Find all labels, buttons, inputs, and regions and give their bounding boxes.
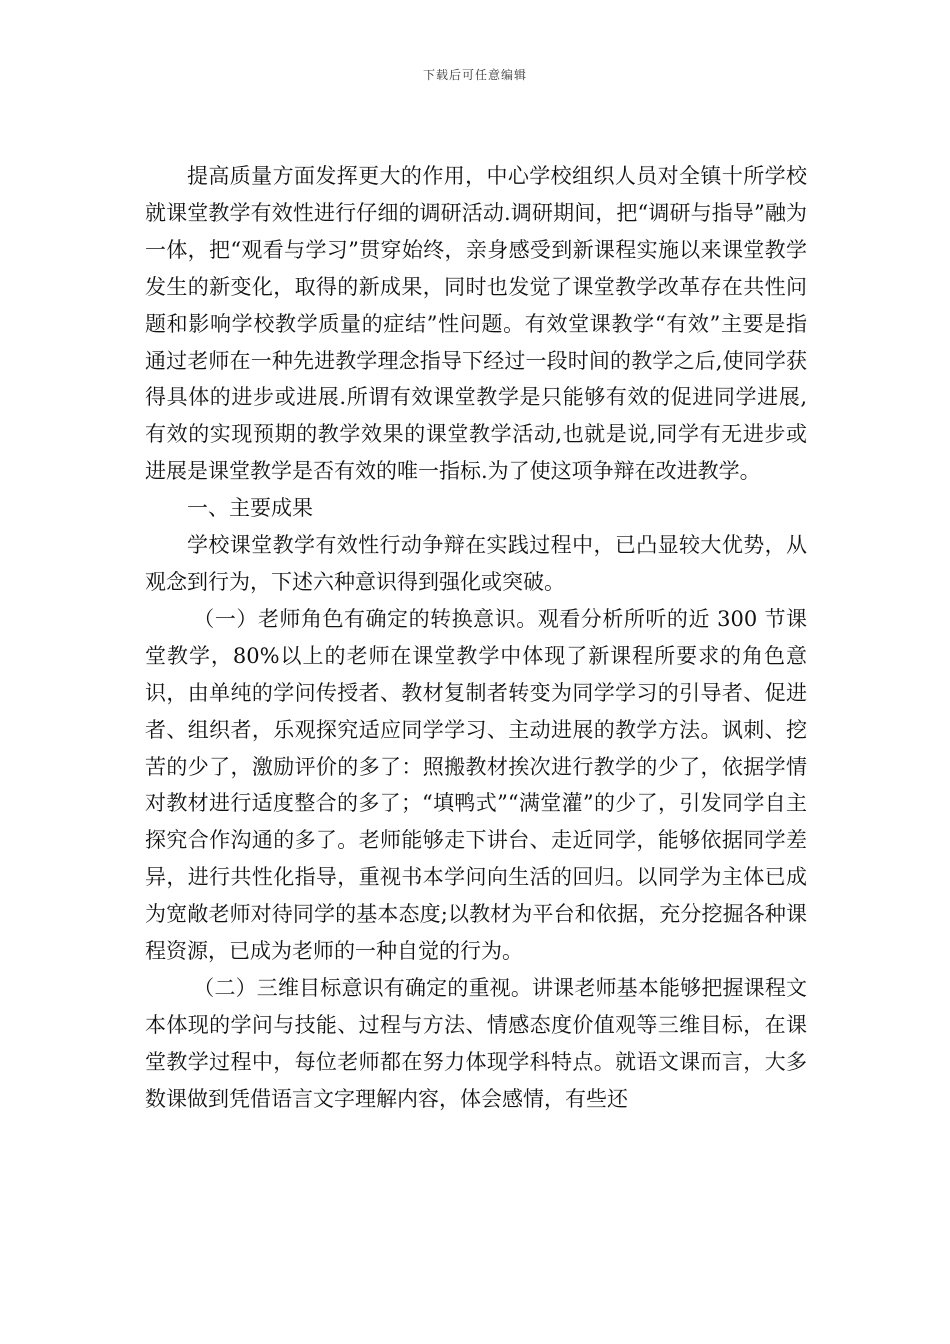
page-header-note: 下载后可任意编辑 <box>422 68 527 82</box>
paragraph-item-2: （二）三维目标意识有确定的重视。讲课老师基本能够把握课程文本体现的学问与技能、过程与方法、情感态度价值观等三维目标，在课堂教学过程中，每位老师都在努力体现学科特点。就语文课而言，大多数课做到凭借语言文字理解内容，体会感情，有些还 <box>145 975 807 1111</box>
paragraph-intro: 提高质量方面发挥更大的作用，中心学校组织人员对全镇十所学校就课堂教学有效性进行仔细的调研活动.调研期间，把“调研与指导”融为一体，把“观看与学习”贯穿始终，亲身感受到新课程实施以来课堂教学发生的新变化，取得的新成果，同时也发觉了课堂教学改革存在共性问题和影响学校教学质量的症结”性问题。有效堂课教学“有效”主要是指通过老师在一种先进教学理念指导下经过一段时间的教学之后,使同学获得具体的进步或进展.所谓有效课堂教学是只能够有效的促进同学进展,有效的实现预期的教学效果的课堂教学活动,也就是说,同学有无进步或进展是课堂教学是否有效的唯一指标.为了使这项争辩在改进教学。 <box>145 164 807 484</box>
document-body <box>145 158 807 1118</box>
paragraph-overview: 学校课堂教学有效性行动争辩在实践过程中，已凸显较大优势，从观念到行为，下述六种意识得到强化或突破。 <box>145 533 807 594</box>
section-heading: 一、主要成果 <box>187 496 313 521</box>
paragraph-item-1: （一）老师角色有确定的转换意识。观看分析所听的近 300 节课堂教学，80%以上的老师在课堂教学中体现了新课程所要求的角色意识，由单纯的学问传授者、教材复制者转变为同学学习的引导者、促进者、组织者，乐观探究适应同学学习、主动进展的教学方法。讽刺、挖苦的少了，激励评价的多了：照搬教材挨次进行教学的少了，依据学情对教材进行适度整合的多了；“填鸭式”“满堂灌”的少了，引发同学自主探究合作沟通的多了。老师能够走下讲台、走近同学，能够依据同学差异，进行共性化指导，重视书本学问向生活的回归。以同学为主体已成为宽敞老师对待同学的基本态度;以教材为平台和依据，充分挖掘各种课程资源，已成为老师的一种自觉的行为。 <box>145 606 807 964</box>
